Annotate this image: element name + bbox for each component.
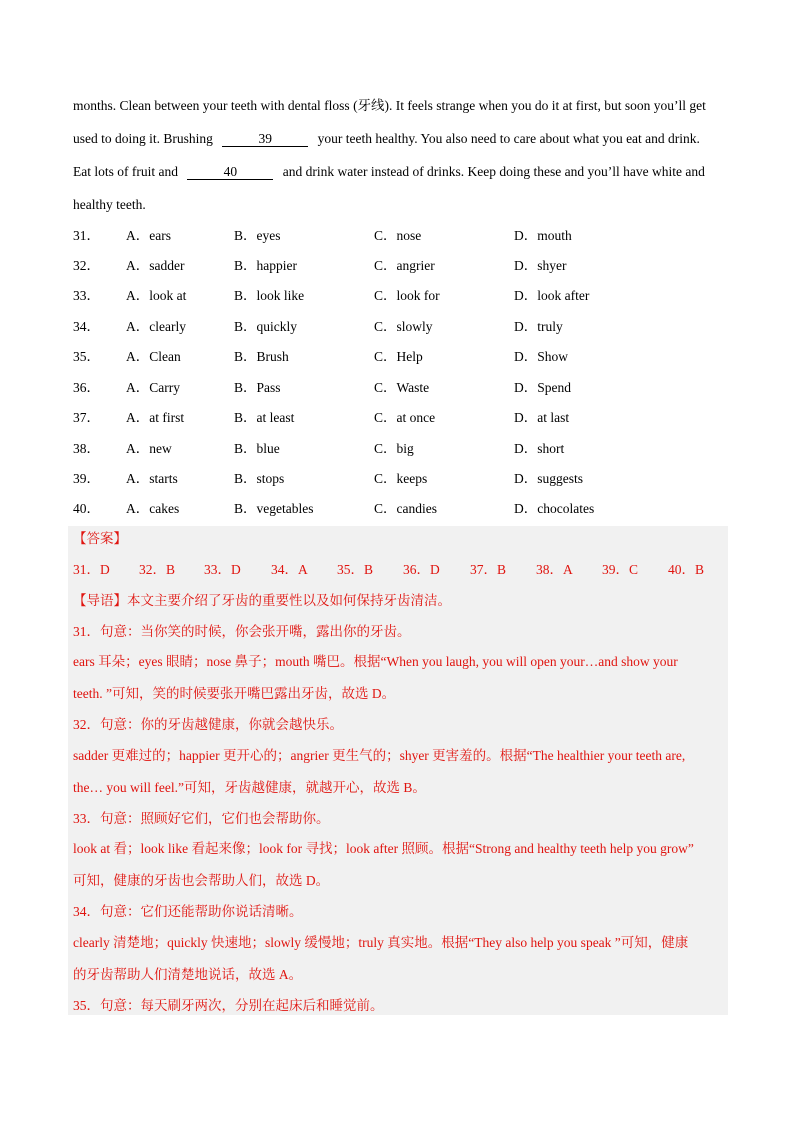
- intro-note: 【导语】本文主要介绍了牙齿的重要性以及如何保持牙齿清洁。: [73, 593, 451, 608]
- question-number: 32．: [73, 258, 100, 273]
- answer-item: 39．C: [602, 562, 639, 577]
- passage-line-3: [73, 164, 733, 180]
- option-a: A．sadder: [126, 258, 185, 273]
- option-b: B．Brush: [234, 349, 289, 364]
- option-d: D．shyer: [514, 258, 567, 273]
- passage-line-1: months. Clean between your teeth with dental floss (牙线). It feels strange when you do it at first, but soon you’ll get: [73, 98, 706, 113]
- option-b: B．quickly: [234, 319, 297, 334]
- option-b: B．stops: [234, 471, 285, 486]
- option-b: B．eyes: [234, 228, 281, 243]
- explanation-line: ears 耳朵；eyes 眼睛；nose 鼻子；mouth 嘴巴。根据“When you laugh, you will open your…and show your: [73, 654, 678, 669]
- answer-item: 35．B: [337, 562, 374, 577]
- option-c: C．Waste: [374, 380, 430, 395]
- option-a: A．at first: [126, 410, 185, 425]
- answer-item: 33．D: [204, 562, 241, 577]
- answer-header: 【答案】: [73, 531, 127, 546]
- option-c: C．slowly: [374, 319, 433, 334]
- explanation-line: 33．句意：照顾好它们，它们也会帮助你。: [73, 811, 330, 826]
- question-number: 33．: [73, 288, 100, 303]
- option-c: C．keeps: [374, 471, 428, 486]
- option-b: B．happier: [234, 258, 297, 273]
- explanation-line: look at 看；look like 看起来像；look for 寻找；look after 照顾。根据“Strong and healthy teeth help you grow”: [73, 841, 694, 856]
- explanation-line: 31．句意：当你笑的时候，你会张开嘴，露出你的牙齿。: [73, 624, 411, 639]
- option-c: C．at once: [374, 410, 436, 425]
- option-c: C．big: [374, 441, 414, 456]
- question-number: 38．: [73, 441, 100, 456]
- option-c: C．nose: [374, 228, 422, 243]
- option-d: D．Spend: [514, 380, 571, 395]
- option-a: A．Carry: [126, 380, 180, 395]
- blank-40: 40: [187, 165, 273, 180]
- blank-39: 39: [222, 132, 308, 147]
- answer-item: 34．A: [271, 562, 308, 577]
- question-number: 37．: [73, 410, 100, 425]
- explanation-line: 34．句意：它们还能帮助你说话清晰。: [73, 904, 303, 919]
- option-b: B．blue: [234, 441, 280, 456]
- explanation-line: 35．句意：每天刷牙两次，分别在起床后和睡觉前。: [73, 998, 384, 1013]
- option-c: C．angrier: [374, 258, 435, 273]
- passage-text: your teeth healthy. You also need to care about what you eat and drink.: [317, 131, 700, 146]
- explanation-line: teeth. ”可知，笑的时候要张开嘴巴露出牙齿，故选 D。: [73, 686, 396, 701]
- option-a: A．ears: [126, 228, 171, 243]
- option-a: A．Clean: [126, 349, 181, 364]
- option-b: B．vegetables: [234, 501, 314, 516]
- option-d: D．suggests: [514, 471, 584, 486]
- option-c: C．candies: [374, 501, 437, 516]
- question-number: 36．: [73, 380, 100, 395]
- option-d: D．Show: [514, 349, 569, 364]
- explanation-line: 的牙齿帮助人们清楚地说话，故选 A。: [73, 967, 303, 982]
- option-b: B．Pass: [234, 380, 281, 395]
- passage-text: and drink water instead of drinks. Keep doing these and you’ll have white and: [282, 164, 705, 179]
- passage-line-4: healthy teeth.: [73, 197, 146, 212]
- answer-item: 36．D: [403, 562, 440, 577]
- option-d: D．at last: [514, 410, 570, 425]
- question-number: 34．: [73, 319, 100, 334]
- option-a: A．new: [126, 441, 172, 456]
- answer-item: 32．B: [139, 562, 176, 577]
- option-a: A．clearly: [126, 319, 186, 334]
- option-a: A．cakes: [126, 501, 180, 516]
- option-a: A．starts: [126, 471, 178, 486]
- option-d: D．look after: [514, 288, 590, 303]
- option-c: C．Help: [374, 349, 423, 364]
- answer-item: 38．A: [536, 562, 573, 577]
- option-b: B．look like: [234, 288, 305, 303]
- passage-line-2: [73, 131, 733, 147]
- passage-text: used to doing it. Brushing: [73, 131, 213, 146]
- answer-item: 40．B: [668, 562, 705, 577]
- option-c: C．look for: [374, 288, 440, 303]
- option-d: D．mouth: [514, 228, 572, 243]
- answer-item: 31．D: [73, 562, 110, 577]
- option-d: D．short: [514, 441, 565, 456]
- answer-item: 37．B: [470, 562, 507, 577]
- explanation-line: sadder 更难过的；happier 更开心的；angrier 更生气的；shyer 更害羞的。根据“The healthier your teeth are,: [73, 748, 686, 763]
- explanation-line: 32．句意：你的牙齿越健康，你就会越快乐。: [73, 717, 343, 732]
- explanation-line: the… you will feel.”可知，牙齿越健康，就越开心，故选 B。: [73, 780, 426, 795]
- question-number: 40．: [73, 501, 100, 516]
- option-a: A．look at: [126, 288, 187, 303]
- option-d: D．truly: [514, 319, 563, 334]
- option-b: B．at least: [234, 410, 295, 425]
- question-number: 31．: [73, 228, 100, 243]
- question-number: 39．: [73, 471, 100, 486]
- option-d: D．chocolates: [514, 501, 595, 516]
- explanation-line: clearly 清楚地；quickly 快速地；slowly 缓慢地；truly 真实地。根据“They also help you speak ”可知，健康: [73, 935, 689, 950]
- answer-key: [73, 561, 733, 579]
- explanation-line: 可知，健康的牙齿也会帮助人们，故选 D。: [73, 873, 330, 888]
- passage-text: Eat lots of fruit and: [73, 164, 178, 179]
- question-number: 35．: [73, 349, 100, 364]
